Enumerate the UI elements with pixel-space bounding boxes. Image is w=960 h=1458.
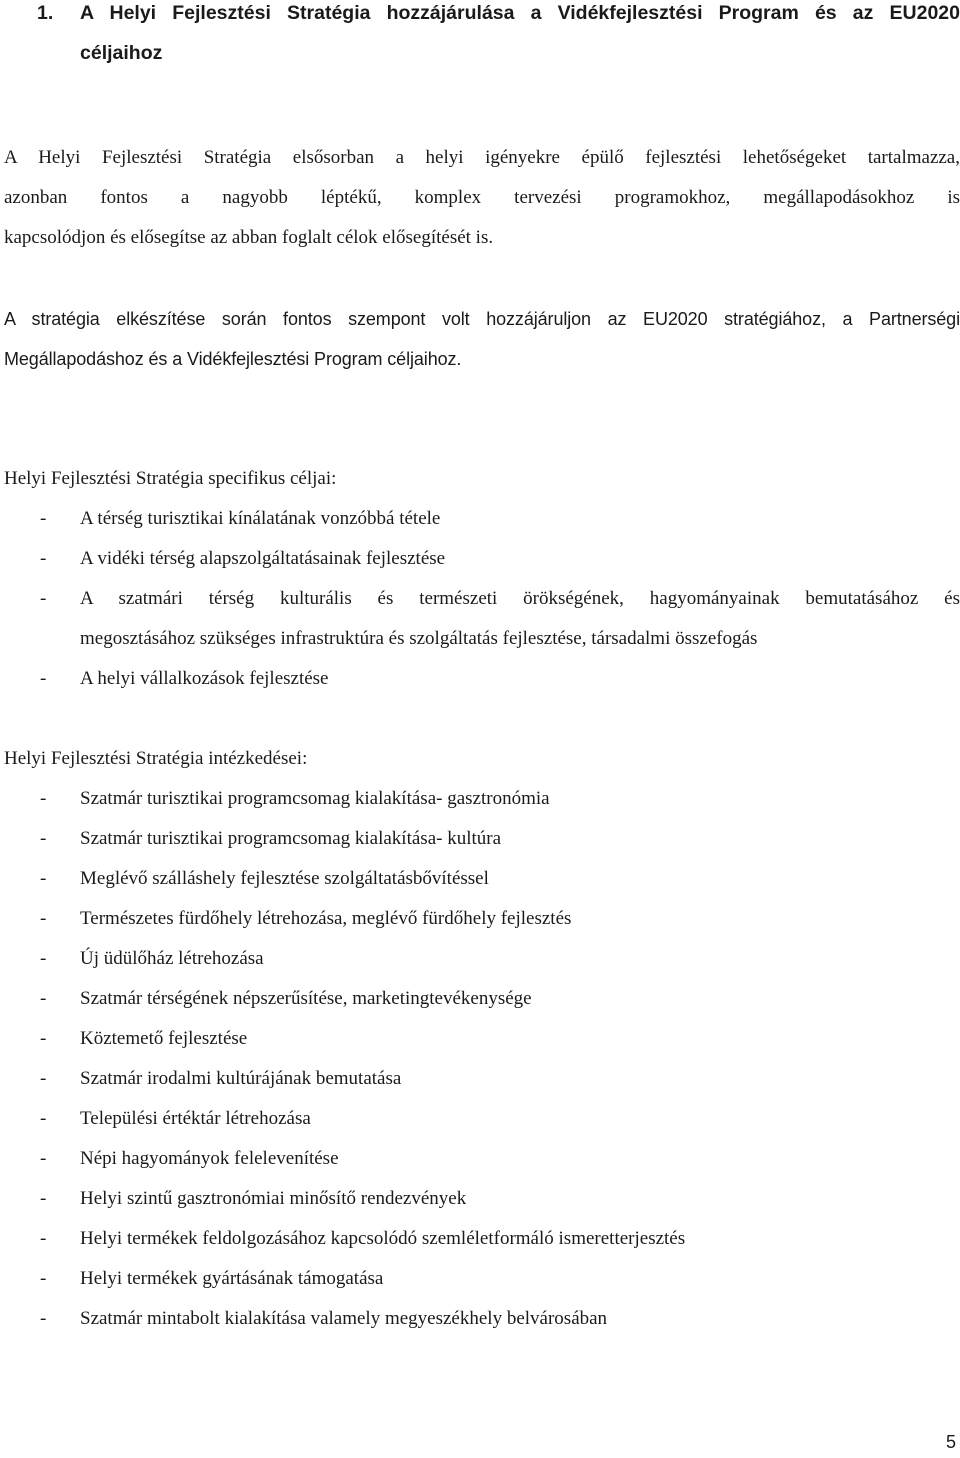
list-dash: - xyxy=(40,828,47,849)
list-item xyxy=(4,819,960,859)
list-dash: - xyxy=(40,788,47,809)
paragraph-line: A Helyi Fejlesztési Stratégia elsősorban a helyi igényekre épülő fejlesztési lehetőségeket tartalmazza, xyxy=(4,147,960,168)
list-dash: - xyxy=(40,1268,47,1289)
list-item xyxy=(4,1059,960,1099)
list-dash: - xyxy=(40,588,47,609)
paragraph-line: kapcsolódjon és elősegítse az abban foglalt célok elősegítését is. xyxy=(4,227,494,248)
list-item xyxy=(4,1219,960,1259)
list-item xyxy=(4,1299,960,1339)
list-item-text: Szatmár irodalmi kultúrájának bemutatása xyxy=(80,1068,402,1089)
strategy-paragraph xyxy=(4,299,960,379)
objectives-list xyxy=(4,459,960,699)
measures-list xyxy=(4,739,960,1339)
list-item-text: Helyi termékek feldolgozásához kapcsolódó szemléletformáló ismeretterjesztés xyxy=(80,1228,686,1249)
list-item-text: Köztemető fejlesztése xyxy=(80,1028,248,1049)
list-item-text: Helyi szintű gasztronómiai minősítő rendezvények xyxy=(80,1188,467,1209)
intro-paragraph xyxy=(4,138,960,258)
paragraph-line: azonban fontos a nagyobb léptékű, komplex tervezési programokhoz, megállapodásokhoz is xyxy=(4,187,960,208)
list-dash: - xyxy=(40,548,47,569)
list-item xyxy=(4,1099,960,1139)
list-item xyxy=(4,779,960,819)
section-title-line-2: céljaihoz xyxy=(80,42,163,64)
list-item xyxy=(4,1139,960,1179)
paragraph-line: Megállapodáshoz és a Vidékfejlesztési Program céljaihoz. xyxy=(4,349,462,369)
list-item xyxy=(4,539,960,579)
list-item-text: Szatmár térségének népszerűsítése, marketingtevékenysége xyxy=(80,988,532,1009)
list-dash: - xyxy=(40,1188,47,1209)
list-item-continuation xyxy=(4,619,960,659)
list-item-text: Új üdülőház létrehozása xyxy=(80,948,264,969)
list-item-text: Szatmár mintabolt kialakítása valamely megyeszékhely belvárosában xyxy=(80,1308,608,1329)
list-item-text: Helyi termékek gyártásának támogatása xyxy=(80,1268,384,1289)
list-item-text: megosztásához szükséges infrastruktúra és szolgáltatás fejlesztése, társadalmi összefogás xyxy=(80,628,758,649)
list-item-text: A helyi vállalkozások fejlesztése xyxy=(80,668,329,689)
list-dash: - xyxy=(40,1228,47,1249)
list-item xyxy=(4,659,960,699)
list-item-text: Meglévő szálláshely fejlesztése szolgáltatásbővítéssel xyxy=(80,868,489,889)
list-item-text: Települési értéktár létrehozása xyxy=(80,1108,311,1129)
list-dash: - xyxy=(40,1308,47,1329)
list-dash: - xyxy=(40,1068,47,1089)
list-item xyxy=(4,979,960,1019)
list-item-text: Természetes fürdőhely létrehozása, meglévő fürdőhely fejlesztés xyxy=(80,908,572,929)
page-number: 5 xyxy=(945,1432,956,1452)
list-dash: - xyxy=(40,508,47,529)
list-item-text: A vidéki térség alapszolgáltatásainak fejlesztése xyxy=(80,548,446,569)
list-item xyxy=(4,859,960,899)
list-dash: - xyxy=(40,908,47,929)
list-item xyxy=(4,579,960,619)
list-item-text: Szatmár turisztikai programcsomag kialakítása- gasztronómia xyxy=(80,788,550,809)
measures-label: Helyi Fejlesztési Stratégia intézkedései: xyxy=(4,748,308,769)
list-dash: - xyxy=(40,868,47,889)
list-item-text: A szatmári térség kulturális és természeti örökségének, hagyományainak bemutatásához és xyxy=(80,588,960,609)
list-dash: - xyxy=(40,1148,47,1169)
list-item xyxy=(4,1259,960,1299)
list-item xyxy=(4,899,960,939)
list-dash: - xyxy=(40,668,47,689)
list-dash: - xyxy=(40,948,47,969)
list-item-text: Népi hagyományok felelevenítése xyxy=(80,1148,339,1169)
list-item-text: A térség turisztikai kínálatának vonzóbbá tétele xyxy=(80,508,441,529)
list-dash: - xyxy=(40,1108,47,1129)
list-dash: - xyxy=(40,988,47,1009)
list-item xyxy=(4,499,960,539)
paragraph-line: A stratégia elkészítése során fontos szempont volt hozzájáruljon az EU2020 stratégiához, a Partnerségi xyxy=(4,309,960,329)
section-title-line-1: A Helyi Fejlesztési Stratégia hozzájárulása a Vidékfejlesztési Program és az EU2020 xyxy=(80,2,960,24)
objectives-label: Helyi Fejlesztési Stratégia specifikus céljai: xyxy=(4,468,337,489)
list-item xyxy=(4,939,960,979)
list-item-text: Szatmár turisztikai programcsomag kialakítása- kultúra xyxy=(80,828,502,849)
list-item xyxy=(4,1019,960,1059)
section-number: 1. xyxy=(37,2,54,24)
list-item xyxy=(4,1179,960,1219)
list-dash: - xyxy=(40,1028,47,1049)
